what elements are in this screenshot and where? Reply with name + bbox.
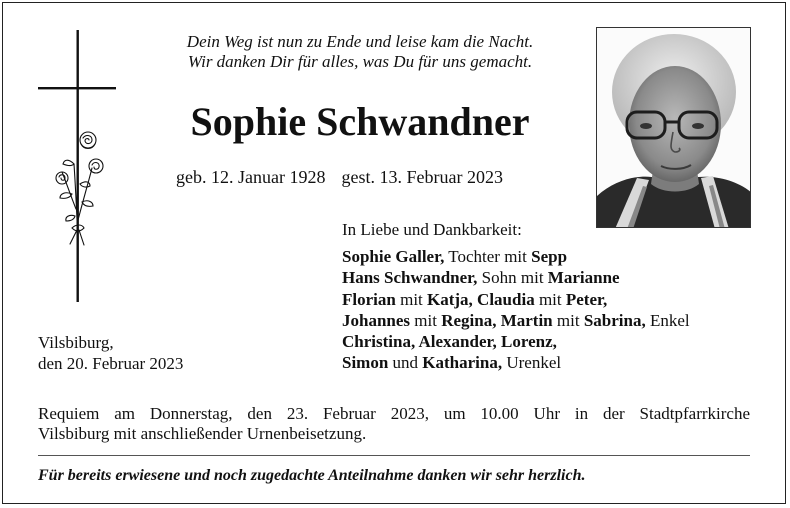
place-city: Vilsbiburg, xyxy=(38,333,114,352)
place-date: den 20. Februar 2023 xyxy=(38,354,184,373)
mourner-line xyxy=(342,310,690,331)
mourner-name: Katja, Claudia xyxy=(427,289,535,309)
mourner-name: Sophie Galler, xyxy=(342,247,445,266)
mourner-relation: mit xyxy=(534,289,566,309)
thanks-note: Für bereits erwiesene und noch zugedachte Anteilnahme danken wir sehr herzlich. xyxy=(38,467,586,484)
dedication-intro: In Liebe und Dankbarkeit: xyxy=(342,220,522,239)
mourner-name: Peter, xyxy=(565,289,608,309)
mourner-name: Sabrina, xyxy=(583,310,646,330)
mourner-relation: und xyxy=(388,353,423,373)
mourner-relation: mit xyxy=(410,310,442,330)
life-dates xyxy=(176,166,503,188)
mourner-name: Marianne xyxy=(547,268,620,288)
mourner-name: Katharina, xyxy=(422,353,503,373)
mourner-line xyxy=(342,352,690,373)
requiem-info xyxy=(38,404,750,444)
verse-line: Wir danken Dir für alles, was Du für uns gemacht. xyxy=(187,52,533,71)
mourner-line xyxy=(342,267,690,288)
mourner-relation: mit xyxy=(552,310,584,330)
divider xyxy=(38,455,750,456)
requiem-line: Requiem am Donnerstag, den 23. Februar 2023, um 10.00 Uhr in der Stadtpfarrkirche xyxy=(38,404,750,423)
mourner-name: Florian xyxy=(342,289,396,309)
mourner-relation: Sohn mit xyxy=(477,268,548,288)
mourner-relation: mit xyxy=(395,289,428,309)
portrait-photo xyxy=(596,27,751,228)
mourner-name: Hans Schwandner, xyxy=(342,268,478,288)
memorial-verse xyxy=(150,32,570,72)
verse-line: Dein Weg ist nun zu Ende und leise kam die Nacht. xyxy=(186,32,534,51)
mourner-name: Regina, Martin xyxy=(441,310,553,330)
mourner-relation: Enkel xyxy=(645,310,690,330)
birth-date: geb. 12. Januar 1928 xyxy=(176,167,326,187)
death-date: gest. 13. Februar 2023 xyxy=(341,167,503,187)
requiem-line: Vilsbiburg mit anschließender Urnenbeisetzung. xyxy=(38,424,367,443)
rose-icon xyxy=(50,124,110,248)
mourner-relation: Urenkel xyxy=(502,353,562,373)
mourner-name: Johannes xyxy=(342,310,411,330)
mourner-line xyxy=(342,246,690,267)
mourner-relation: Tochter mit xyxy=(444,247,532,266)
mourners-list xyxy=(342,246,690,374)
deceased-name: Sophie Schwandner xyxy=(190,99,530,144)
mourner-name: Christina, Alexander, Lorenz, xyxy=(342,332,557,352)
mourner-line xyxy=(342,331,690,352)
mourner-name: Simon xyxy=(342,353,389,373)
mourner-line xyxy=(342,289,690,310)
place-and-date xyxy=(38,332,183,374)
mourner-name: Sepp xyxy=(531,247,568,266)
